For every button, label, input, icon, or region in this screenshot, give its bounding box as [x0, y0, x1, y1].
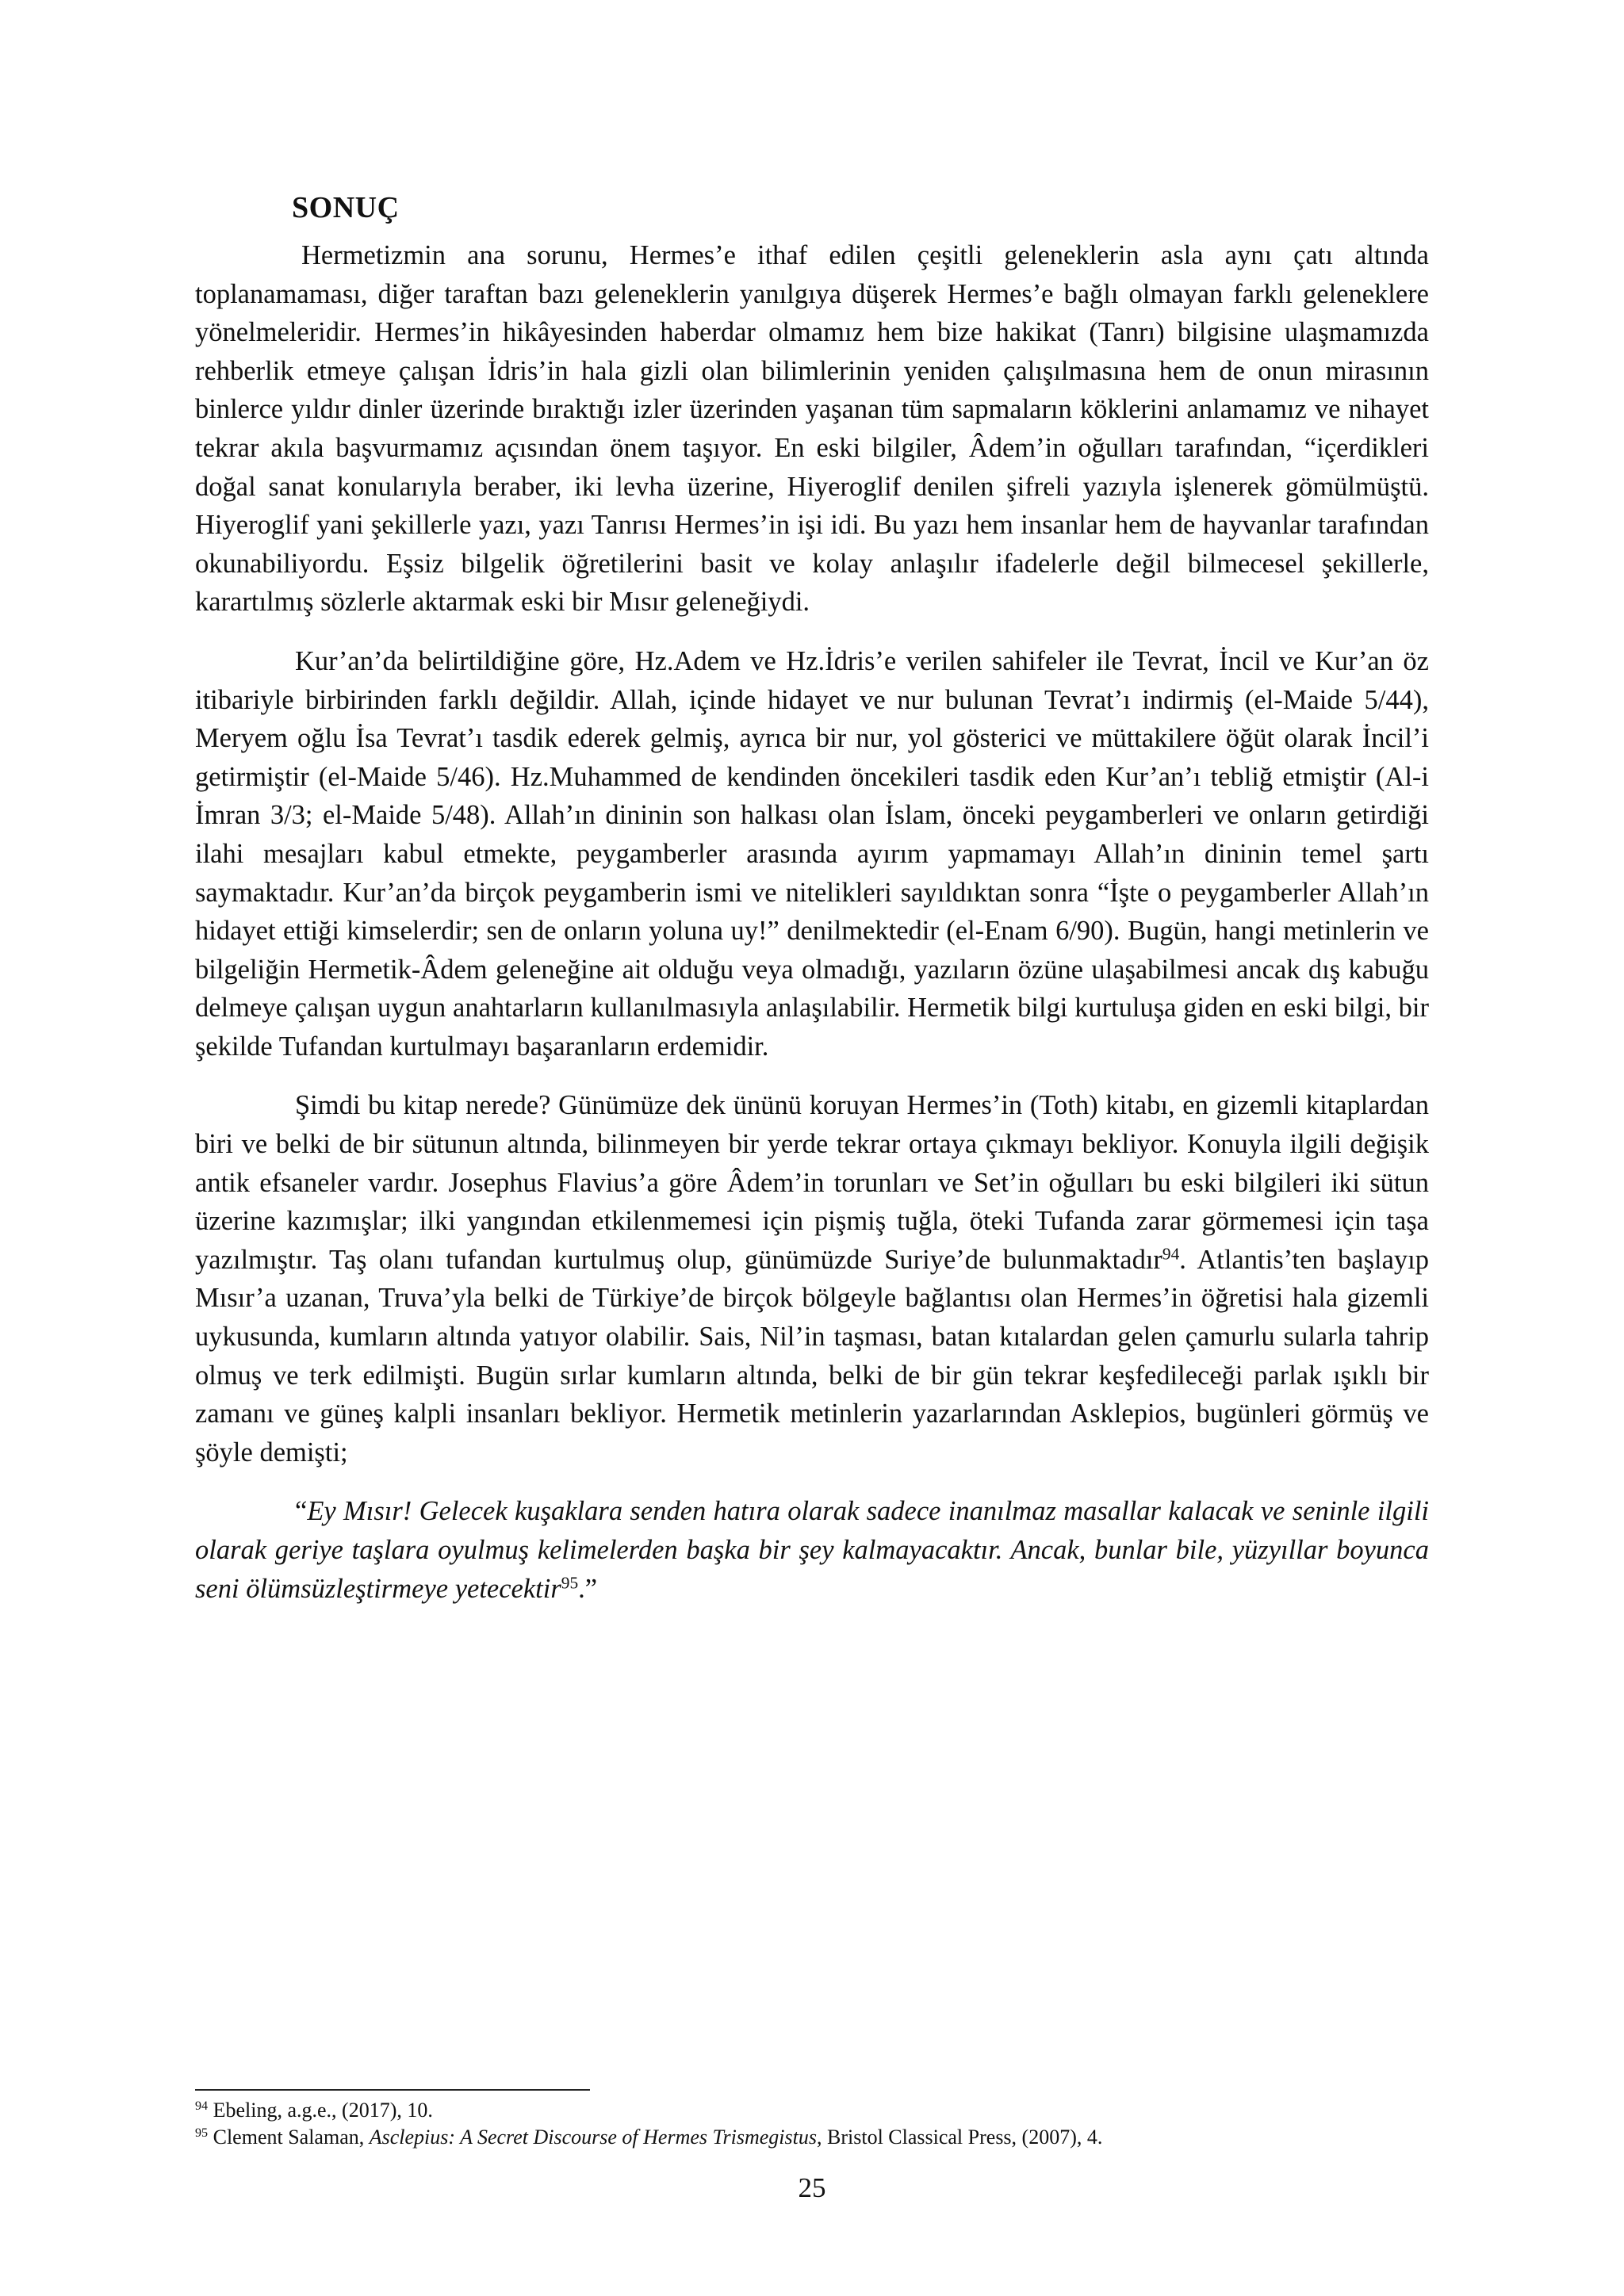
paragraph-3-text-a: Şimdi bu kitap nerede? Günümüze dek ününü koruyan Hermes’in (Toth) kitabı, en gizemli kitaplardan biri ve belki de bir sütunun altında, bilinmeyen bir yerde tekrar ortaya çıkmayı bekliyor. Konuyla ilgili değişik antik efsaneler vardır. Josephus Flavius’a göre Âdem’in torunları ve Set’in oğulları bu eski bilgileri iki sütun üzerine kazımışlar; ilki yangından etkilenmemesi için pişmiş tuğla, öteki Tufanda zarar görmemesi için taşa yazılmıştır. Taş olanı tufandan kurtulmuş olup, günümüzde Suriye’de bulunmaktadır — [195, 1090, 1429, 1275]
paragraph-1: Hermetizmin ana sorunu, Hermes’e ithaf edilen çeşitli geleneklerin asla aynı çatı altında toplanamaması, diğer taraftan bazı geleneklerin yanılgıya düşerek Hermes’e bağlı olmayan farklı geleneklere yönelmeleridir. Hermes’in hikâyesinden haberdar olmamız hem bize hakikat (Tanrı) bilgisine ulaşmamızda rehberlik etmeye çalışan İdris’in hala gizli olan bilimlerinin yeniden çalışılmasına hem de onun mirasının binlerce yıldır dinler üzerinde bıraktığı izler üzerinden yaşanan tüm sapmaların köklerini anlamamız ve nihayet tekrar akıla başvurmamız açısından önem taşıyor. En eski bilgiler, Âdem’in oğulları tarafından, “içerdikleri doğal sanat konularıyla beraber, iki levha üzerine, Hiyeroglif denilen şifreli yazıyla işlenerek gömülmüştü. Hiyeroglif yani şekillerle yazı, yazı Tanrısı Hermes’in işi idi. Bu yazı hem insanlar hem de hayvanlar tarafından okunabiliyordu. Eşsiz bilgelik öğretilerini basit ve kolay anlaşılır ifadelerle değil bilmecesel şekillerle, karartılmış sözlerle aktarmak eski bir Mısır geleneğiydi. — [195, 240, 1429, 618]
paragraph-3-text-b: . Atlantis’ten başlayıp Mısır’a uzanan, Truva’yla belki de Türkiye’de birçok bölgeyle bağlantısı olan Hermes’in öğretisi hala gizemli uykusunda, kumların altında yatıyor olabilir. Sais, Nil’in taşması, batan kıtalardan gelen çamurlu sularla tahrip olmuş ve terk edilmişti. Bugün sırlar kumların altında, belki de bir gün tekrar keşfedileceği parlak ışıklı bir zamanı ve güneş kalpli insanları bekliyor. Hermetik metinlerin yazarlarından Asklepios, bugünleri görmüş ve şöyle demişti; — [195, 1244, 1429, 1468]
footnote-text: Ebeling, a.g.e., (2017), 10. — [208, 2099, 433, 2122]
footnote-number: 95 — [195, 2126, 209, 2141]
body-text — [195, 236, 1429, 1608]
quote-text: Ey Mısır! Gelecek kuşaklara senden hatıra olarak sadece inanılmaz masallar kalacak ve seninle ilgili olarak geriye taşlara oyulmuş kelimelerden başka bir şey kalmayacaktır. Ancak, bunlar bile, yüzyıllar boyunca seni ölümsüzleştirmeye yetecektir — [195, 1496, 1429, 1604]
section-heading: SONUÇ — [292, 191, 400, 224]
block-quote — [195, 1492, 1429, 1608]
footnote-ref-94[interactable]: 94 — [1162, 1244, 1180, 1264]
quote-close-mark: .” — [578, 1573, 598, 1604]
footnote-number: 94 — [195, 2099, 209, 2114]
paragraph-3 — [195, 1086, 1429, 1471]
footnote-94 — [195, 2097, 1429, 2124]
footnote-separator — [195, 2089, 590, 2091]
footnote-author: Clement Salaman, — [208, 2126, 370, 2149]
footnote-95 — [195, 2124, 1429, 2151]
paragraph-2: Kur’an’da belirtildiğine göre, Hz.Adem ve Hz.İdris’e verilen sahifeler ile Tevrat, İncil ve Kur’an öz itibariyle birbirinden farklı değildir. Allah, içinde hidayet ve nur bulunan Tevrat’ı indirmiş (el-Maide 5/44), Meryem oğlu İsa Tevrat’ı tasdik ederek gelmiş, ayrıca bir nur, yol gösterici ve müttakilere öğüt olarak İncil’i getirmiştir (el-Maide 5/46). Hz.Muhammed de kendinden öncekileri tasdik eden Kur’an’ı tebliğ etmiştir (Al-i İmran 3/3; el-Maide 5/48). Allah’ın dininin son halkası olan İslam, önceki peygamberleri ve onların getirdiği ilahi mesajları kabul etmekte, peygamberler arasında ayırım yapmamayı Allah’ın dininin temel şartı saymaktadır. Kur’an’da birçok peygamberin ismi ve nitelikleri sayıldıktan sonra “İşte o peygamberler Allah’ın hidayet ettiği kimselerdir; sen de onların yoluna uy!” denilmektedir (el-Enam 6/90). Bugün, hangi metinlerin ve bilgeliğin Hermetik-Âdem geleneğine ait olduğu veya olmadığı, yazıların özüne ulaşabilmesi ancak dış kabuğu delmeye çalışan uygun anahtarların kullanılmasıyla anlaşılabilir. Hermetik bilgi kurtuluşa giden en eski bilgi, bir şekilde Tufandan kurtulmayı başaranların erdemidir. — [195, 645, 1429, 1062]
footnote-book-title: Asclepius: A Secret Discourse of Hermes Trismegistus — [369, 2126, 817, 2149]
footnotes — [195, 2097, 1429, 2151]
footnote-ref-95[interactable]: 95 — [561, 1572, 579, 1592]
page-number: 25 — [798, 2172, 826, 2203]
quote-open-mark: “ — [295, 1496, 308, 1527]
footnote-publisher: , Bristol Classical Press, (2007), 4. — [817, 2126, 1103, 2149]
